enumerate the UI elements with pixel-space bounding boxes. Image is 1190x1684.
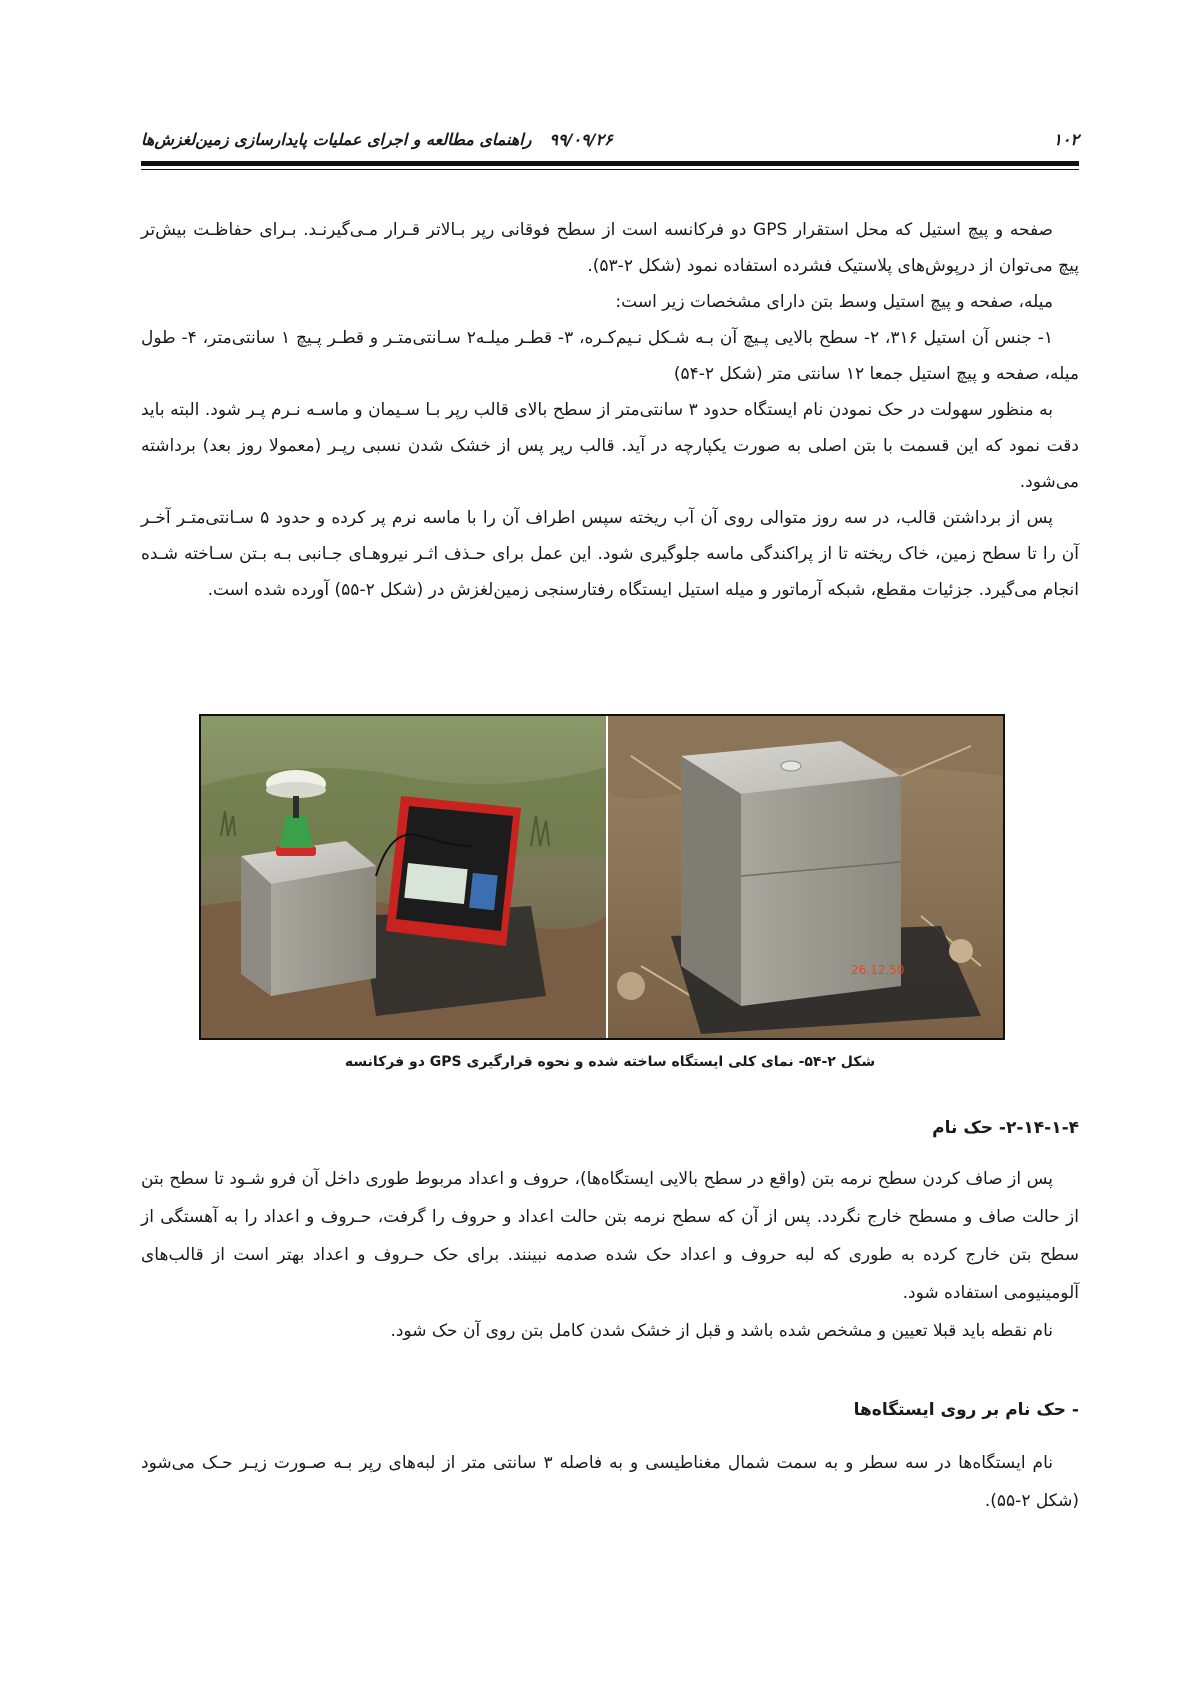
paragraph: نام ایستگاه‌ها در سه سطر و به سمت شمال مغناطیسی و به فاصله ۳ سانتی متر از لبه‌های رپر بـه صـورت زیـر حـک می‌شود (شکل ۲-۵۵). <box>141 1453 1079 1511</box>
header-date: ۹۹/۰۹/۲۶ <box>549 129 613 149</box>
running-header <box>141 124 1079 154</box>
figure-caption: شکل ۲-۵۴- نمای کلی ایستگاه ساخته شده و نحوه قرارگیری GPS دو فرکانسه <box>344 1054 876 1070</box>
header-rule-thin <box>141 169 1079 170</box>
photo-date-stamp: 26.12.50 <box>851 963 905 977</box>
paragraph: پس از برداشتن قالب، در سه روز متوالی روی آن آب ریخته سپس اطراف آن را با ماسه نرم پر کرده و حدود ۵ سـانتی‌متـر آخـر آن را تا سطح زمین، خاک ریخته تا از پراکندگی ماسه جلوگیری شود. این عمل برای حـذف اثـر نیروهـای جـانبی بـه بـتن سـاخته شـده انجام می‌گیرد. جزئیات مقطع، شبکه آرماتور و میله استیل ایستگاه رفتارسنجی زمین‌لغزش در (شکل ۲-۵۵) آورده شده است. <box>141 508 1079 600</box>
paragraph: صفحه و پیچ استیل که محل استقرار GPS دو فرکانسه است از سطح فوقانی رپر بـالاتر قـرار مـی‌گیرنـد. بـرای حفاظـت بیش‌تر پیچ می‌توان از درپوش‌های پلاستیک فشرده استفاده نمود (شکل ۲-۵۳). <box>141 220 1079 276</box>
paragraph: پس از صاف کردن سطح نرمه بتن (واقع در سطح بالایی ایستگاه‌ها)، حروف و اعداد مربوط طوری داخل آن فرو شـود تا سطح بتن از حالت صاف و مسطح خارج نگردد. پس از آن که سطح نرمه بتن حالت اعداد و حروف را گرفت، حـروف و اعداد را به آهستگی از سطح بتن خارج کرده به طوری که لبه حروف و اعداد حک شده صدمه نبینند. برای حک حـروف و اعداد بهتر است از قالب‌های آلومینیومی استفاده شود. <box>141 1169 1079 1303</box>
body-text-section-2 <box>141 1444 1079 1520</box>
photo-illustration <box>201 716 1003 1038</box>
paragraph: نام نقطه باید قبلا تعیین و مشخص شده باشد و قبل از خشک شدن کامل بتن روی آن حک شود. <box>390 1321 1053 1341</box>
subsection-heading: - حک نام بر روی ایستگاه‌ها <box>853 1400 1079 1420</box>
figure-photo <box>199 714 1005 1040</box>
right-photo <box>605 716 1003 1038</box>
paragraph: ۱- جنس آن استیل ۳۱۶، ۲- سطح بالایی پـیچ آن بـه شـکل نـیم‌کـره، ۳- قطـر میلـه۲ سـانتی‌متـر و قطـر پـیچ ۱ سانتی‌متر، ۴- طول میله، صفحه و پیچ استیل جمعا ۱۲ سانتی متر (شکل ۲-۵۴) <box>141 328 1079 384</box>
body-text-section-1 <box>141 1160 1079 1350</box>
paragraph: به منظور سهولت در حک نمودن نام ایستگاه حدود ۳ سانتی‌متر از سطح بالای قالب رپر بـا سـیمان و ماسـه نـرم پـر شود. البته باید دقت نمود که این قسمت با بتن اصلی به صورت یکپارچه در آید. قالب رپر پس از خشک شدن نسبی رپـر (معمولا روز بعد) برداشته می‌شود. <box>141 400 1079 492</box>
page-number: ۱۰۲ <box>1053 129 1079 149</box>
section-heading: ۲-۱۴-۱-۴- حک نام <box>932 1118 1079 1138</box>
paragraph: میله، صفحه و پیچ استیل وسط بتن دارای مشخصات زیر است: <box>615 292 1053 312</box>
header-title-group <box>141 130 613 149</box>
body-text-top <box>141 212 1079 608</box>
header-rule-thick <box>141 161 1079 166</box>
left-photo <box>201 716 611 1038</box>
header-title: راهنمای مطالعه و اجرای عملیات پایدارسازی زمین‌لغزش‌ها <box>141 129 532 149</box>
